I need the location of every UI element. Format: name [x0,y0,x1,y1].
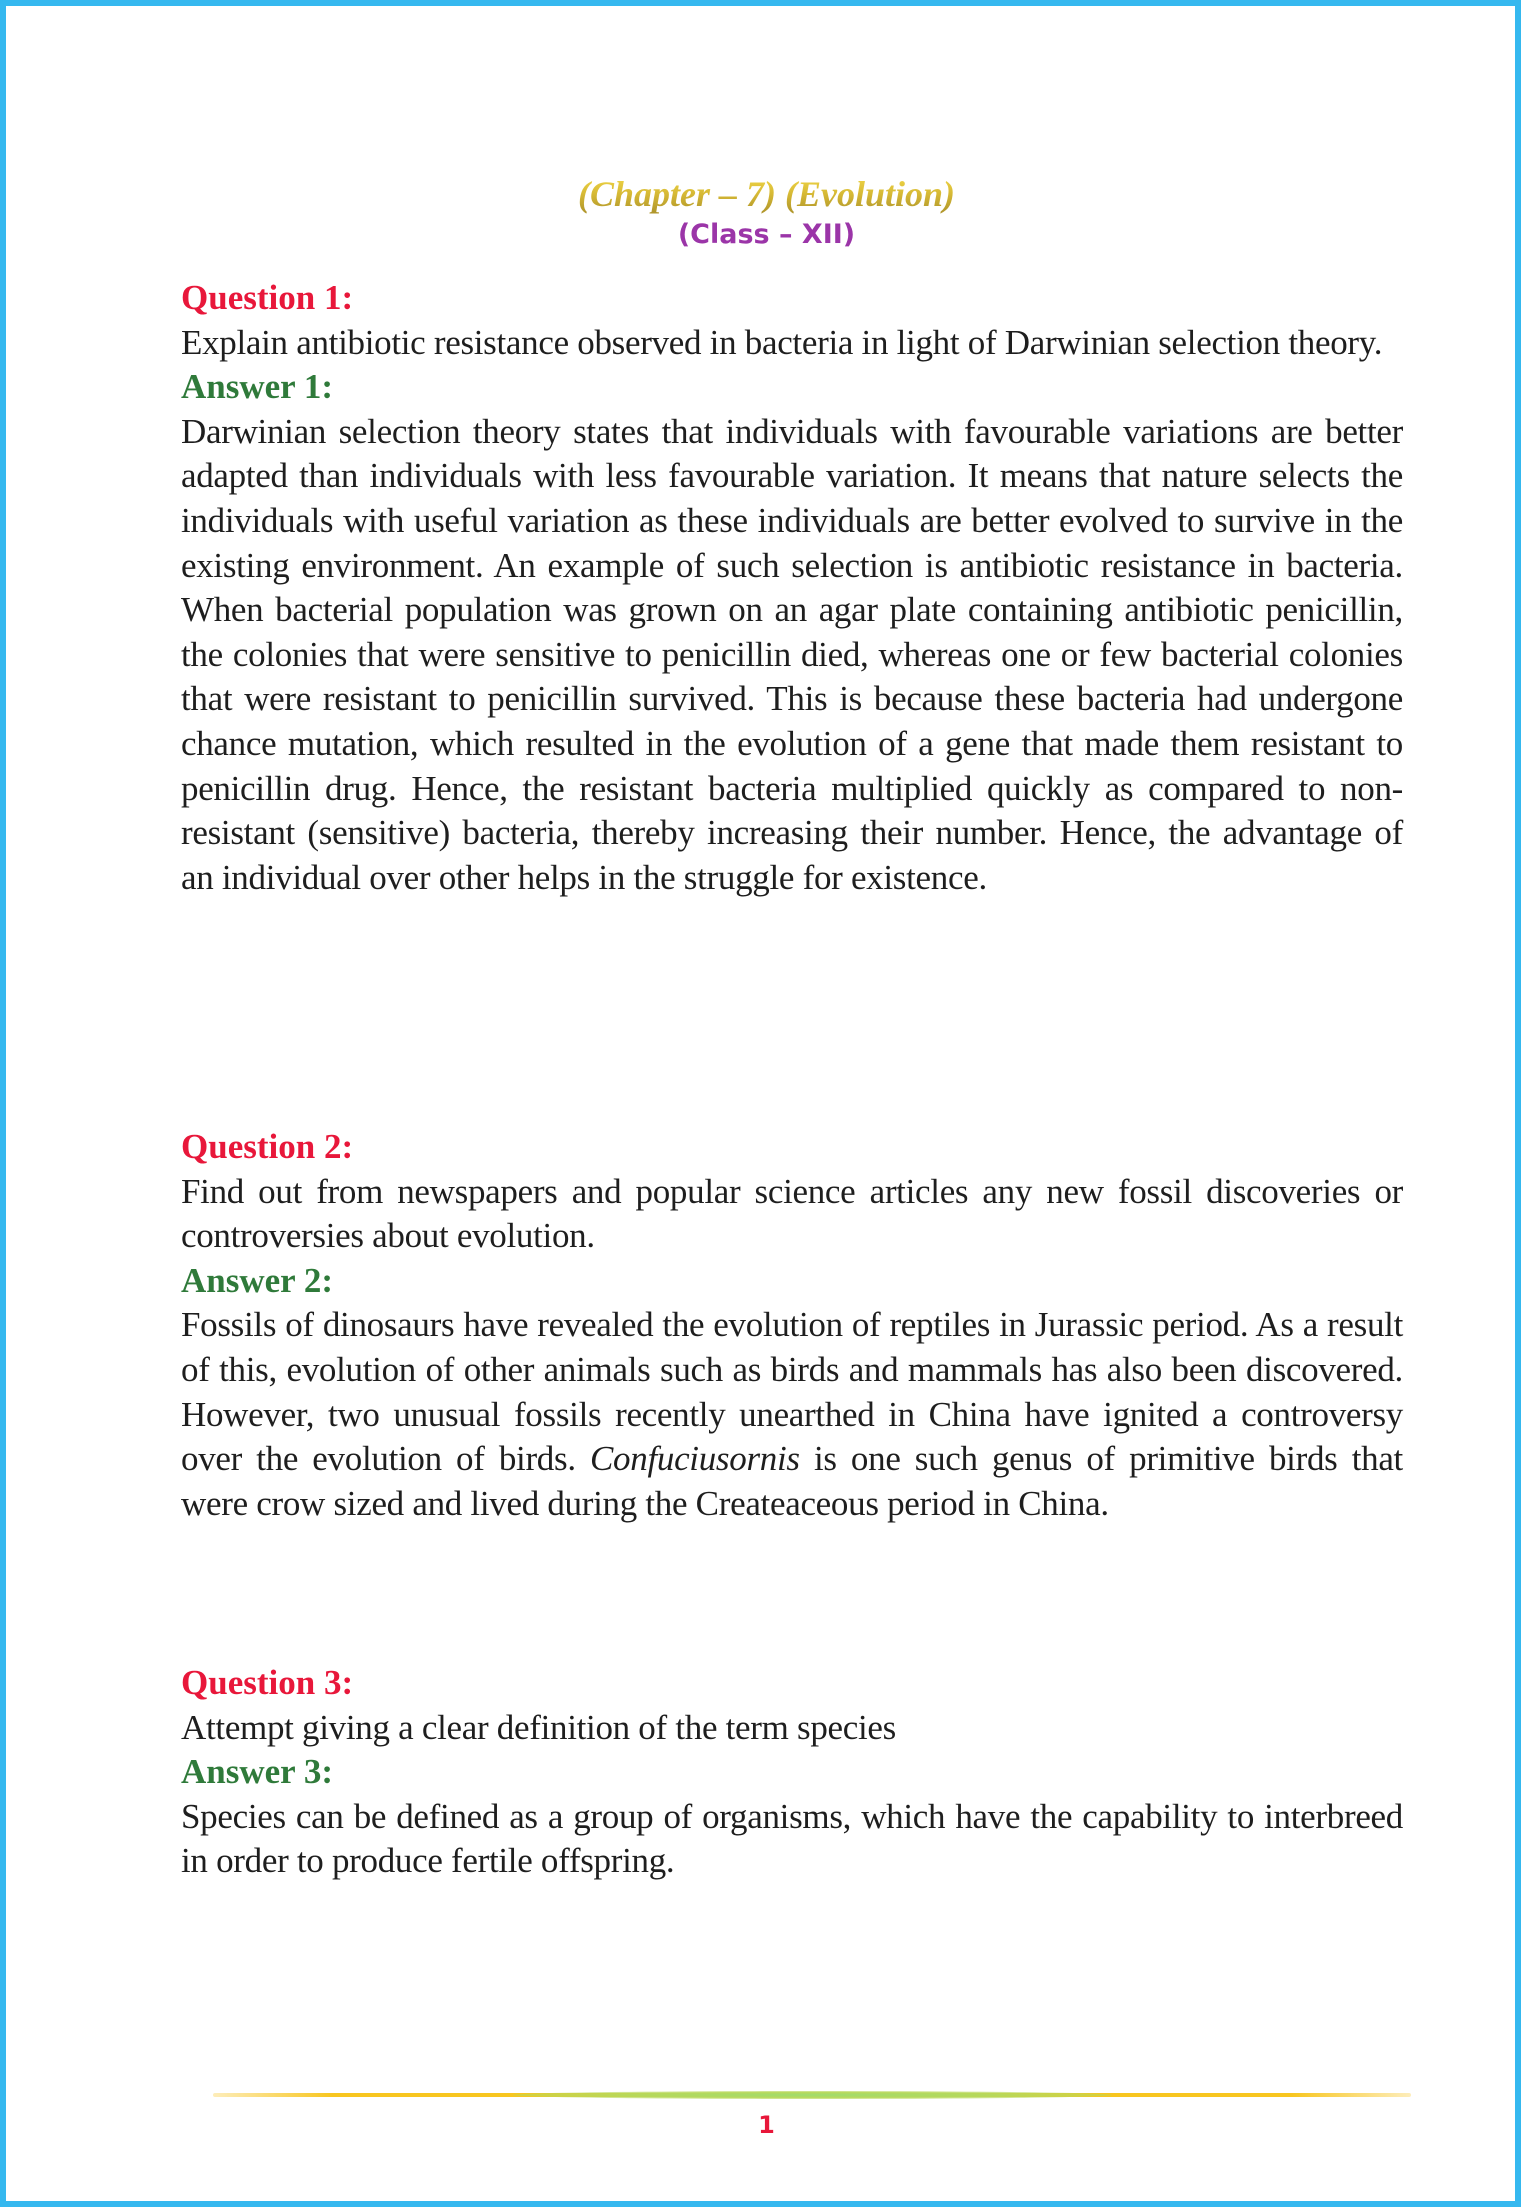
answer-3-label: Answer 3: [181,1752,333,1792]
question-2-label: Question 2: [181,1127,354,1166]
answer-2-text [181,1303,1403,1526]
qa-section-1 [181,276,1403,900]
question-1-text: Explain antibiotic resistance observed in bacteria in light of Darwinian selection theory. [181,322,1383,362]
answer-2-genus-italic: Confuciusornis [590,1439,800,1479]
footer-divider [213,2090,1411,2100]
class-subtitle: (Class – XII) [677,219,856,250]
question-3-label: Question 3: [181,1663,354,1702]
page-number: 1 [758,2111,775,2139]
answer-1-text: Darwinian selection theory states that individuals with favourable variations are better adapted than individuals with less favourable variation. It means that nature selects the individuals with useful variation as these individuals are better evolved to survive in the existing environment. An example of such selection is antibiotic resistance in bacteria. When bacterial population was grown on an agar plate containing antibiotic penicillin, the colonies that were sensitive to penicillin died, whereas one or few bacterial colonies that were resistant to penicillin survived. This is because these bacteria had undergone chance mutation, which resulted in the evolution of a gene that made them resistant to penicillin drug. Hence, the resistant bacteria multiplied quickly as compared to non-resistant (sensitive) bacteria, thereby increasing their number. Hence, the advantage of an individual over other helps in the struggle for existence. [181,411,1403,897]
answer-2-label: Answer 2: [181,1260,333,1300]
qa-section-2 [181,1125,1403,1526]
question-2-text: Find out from newspapers and popular science articles any new fossil discoveries or controversies about evolution. [181,1171,1403,1256]
answer-2-text-part2: is one such genus of primitive birds that were crow sized and lived during the Createaceous period in China. [181,1439,1403,1523]
footer-divider-green [513,2091,1112,2099]
chapter-title: (Chapter – 7) (Evolution) [6,172,1521,216]
answer-2-text-part1: Fossils of dinosaurs have revealed the evolution of reptiles in Jurassic period. As a result of this, evolution of other animals such as birds and mammals has also been discovered. However, two unusual fossils recently unearthed in China have ignited a controversy over the evolution of birds. [181,1305,1403,1479]
answer-3-text: Species can be defined as a group of organisms, which have the capability to interbreed in order to produce fertile offspring. [181,1796,1403,1881]
question-3-text: Attempt giving a clear definition of the term species [181,1707,896,1747]
qa-section-3 [181,1661,1403,1884]
question-1-label: Question 1: [181,278,354,317]
answer-1-label: Answer 1: [181,367,333,407]
